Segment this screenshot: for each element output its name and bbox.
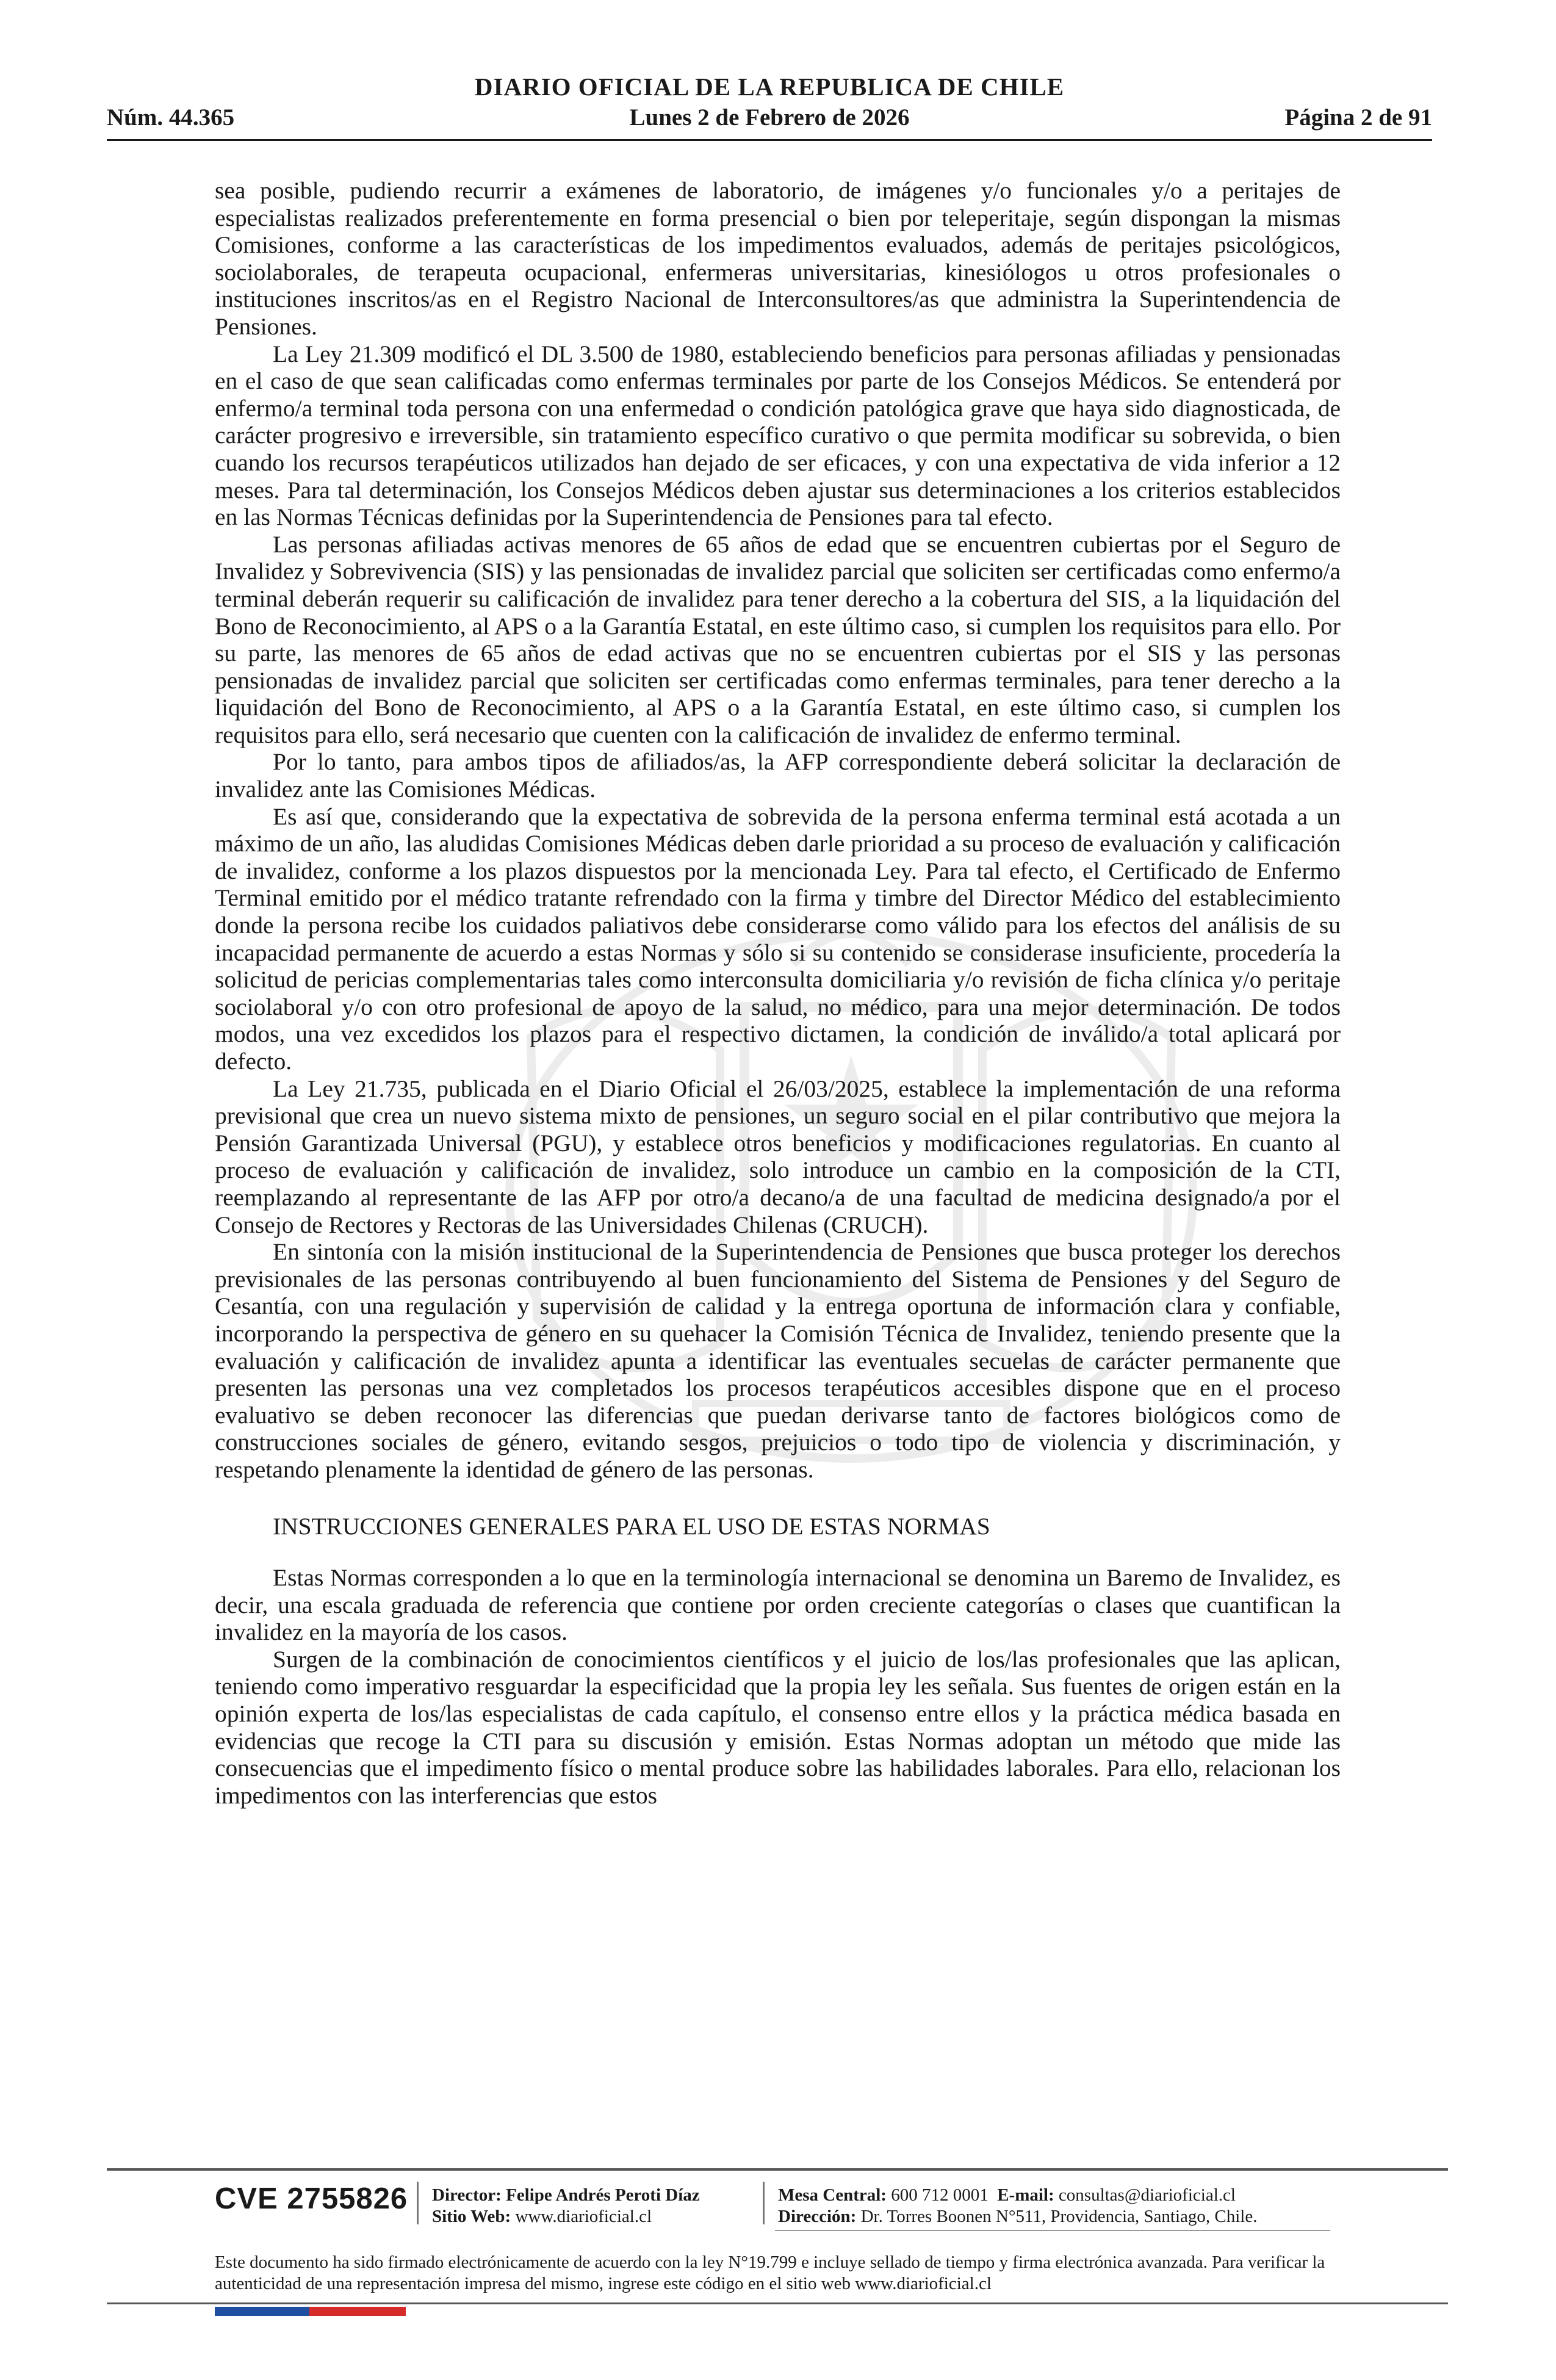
signature-notice: Este documento ha sido firmado electrónicamente de acuerdo con la ley N°19.799 e incluye sellado de tiempo y firma electrónica avanzada. Para verificar la autenticidad de una representación impresa del mismo, ingrese este código en el sitio web www.diarioficial.cl [215, 2252, 1325, 2293]
cve-code: CVE 2755826 [215, 2182, 408, 2215]
paragraph: En sintonía con la misión institucional de la Superintendencia de Pensiones que busca proteger los derechos previsionales de las personas contribuyendo al buen funcionamiento del Sistema de Pensiones y del Seguro de Cesantía, con una regulación y supervisión de calidad y la entrega oportuna de información clara y confiable, incorporando la perspectiva de género en su quehacer la Comisión Técnica de Invalidez, teniendo presente que la evaluación y calificación de invalidez apunta a identificar las eventuales secuelas de carácter permanente que presenten las personas una vez completados los procesos terapéuticos accesibles dispone que en el proceso evaluativo se deben reconocer las diferencias que puedan derivarse tanto de factores biológicos como de construcciones sociales de género, evitando sesgos, prejuicios o todo tipo de violencia y discriminación, y respetando plenamente la identidad de género de las personas. [215, 1238, 1341, 1483]
section-heading: INSTRUCCIONES GENERALES PARA EL USO DE ESTAS NORMAS [273, 1512, 990, 1540]
header-divider [107, 139, 1432, 141]
footer-separator [763, 2182, 765, 2224]
paragraph: La Ley 21.735, publicada en el Diario Oficial el 26/03/2025, establece la implementación de una reforma previsional que crea un nuevo sistema mixto de pensiones, un seguro social en el pilar contributivo que mejora la Pensión Garantizada Universal (PGU), y establece otros beneficios y modificaciones regulatorias. En cuanto al proceso de evaluación y calificación de invalidez, solo introduce un cambio en la composición de la CTI, reemplazando al representante de las AFP por otro/a decano/a de una facultad de medicina designado/a por el Consejo de Rectores y Rectoras de las Universidades Chilenas (CRUCH). [215, 1075, 1341, 1238]
footer-contact-left [432, 2185, 700, 2227]
page-header [107, 72, 1432, 142]
director-name: Felipe Andrés Peroti Díaz [506, 2185, 700, 2205]
article-body [215, 177, 1341, 1809]
footer-separator [417, 2182, 419, 2224]
newspaper-title: DIARIO OFICIAL DE LA REPUBLICA DE CHILE [474, 73, 1065, 101]
paragraph: sea posible, pudiendo recurrir a exámenes de laboratorio, de imágenes y/o funcionales y/o a peritajes de especialistas realizados preferentemente en forma presencial o bien por teleperitaje, según dispongan la mismas Comisiones, conforme a las características de los impedimentos evaluados, además de peritajes psicológicos, sociolaborales, de terapeuta ocupacional, enfermeras universitarias, kinesiólogos u otros profesionales o instituciones inscritos/as en el Registro Nacional de Interconsultores/as que administra la Superintendencia de Pensiones. [215, 177, 1341, 340]
web-link[interactable]: www.diarioficial.cl [515, 2207, 652, 2226]
footer-divider [107, 2168, 1448, 2171]
paragraph: Las personas afiliadas activas menores de 65 años de edad que se encuentren cubiertas por el Seguro de Invalidez y Sobrevivencia (SIS) y las pensionadas de invalidez parcial que soliciten ser certificadas como enfermo/a terminal deberán requerir su calificación de invalidez para tener derecho a la cobertura del SIS, a la liquidación del Bono de Reconocimiento, al APS o a la Garantía Estatal, en este último caso, si cumplen los requisitos para ello. Por su parte, las menores de 65 años de edad activas que no se encuentren cubiertas por el SIS y las personas pensionadas de invalidez parcial que soliciten ser certificadas como enfermas terminales, para tener derecho a la liquidación del Bono de Reconocimiento, al APS o a la Garantía Estatal, en este último caso, si cumplen los requisitos para ello, será necesario que cuenten con la calificación de invalidez de enfermo terminal. [215, 530, 1341, 748]
director-label: Director: [432, 2185, 502, 2205]
flag-stripe-blue [215, 2307, 309, 2316]
paragraph: La Ley 21.309 modificó el DL 3.500 de 1980, estableciendo beneficios para personas afiliadas y pensionadas en el caso de que sean calificadas como enfermas terminales por parte de los Consejos Médicos. Se entenderá por enfermo/a terminal toda persona con una enfermedad o condición patológica grave que haya sido diagnosticada, de carácter progresivo e irreversible, sin tratamiento específico curativo o que permita modificar su sobrevida, o bien cuando los recursos terapéuticos utilizados han dejado de ser eficaces, y con una expectativa de vida inferior a 12 meses. Para tal determinación, los Consejos Médicos deben ajustar sus determinaciones a los criterios establecidos en las Normas Técnicas definidas por la Superintendencia de Pensiones para tal efecto. [215, 340, 1341, 531]
footer-contact-right [778, 2185, 1257, 2227]
email-label: E-mail: [997, 2185, 1054, 2205]
paragraph: Por lo tanto, para ambos tipos de afiliados/as, la AFP correspondiente deberá solicitar la declaración de invalidez ante las Comisiones Médicas. [215, 748, 1341, 803]
flag-stripe-red [309, 2307, 406, 2316]
address-value: Dr. Torres Boonen N°511, Providencia, Santiago, Chile. [860, 2207, 1258, 2226]
bottom-divider [107, 2302, 1448, 2304]
paragraph: Surgen de la combinación de conocimientos científicos y el juicio de los/las profesionales que las aplican, teniendo como imperativo resguardar la especificidad que la propia ley les señala. Sus fuentes de origen están en la opinión experta de los/las especialistas de cada capítulo, el consenso entre ellos y la práctica médica basada en evidencias que recoge la CTI para su discusión y emisión. Estas Normas adoptan un método que mide las consecuencias que el impedimento físico o mental produce sobre las habilidades laborales. Para ello, relacionan los impedimentos con las interferencias que estos [215, 1645, 1341, 1809]
page-number: Página 2 de 91 [1284, 104, 1432, 131]
issue-date: Lunes 2 de Febrero de 2026 [629, 104, 910, 131]
email-link[interactable]: consultas@diarioficial.cl [1058, 2185, 1236, 2205]
paragraph: Es así que, considerando que la expectativa de sobrevida de la persona enferma terminal está acotada a un máximo de un año, las aludidas Comisiones Médicas deben darle prioridad a su proceso de evaluación y calificación de invalidez, conforme a los plazos dispuestos por la mencionada Ley. Para tal efecto, el Certificado de Enfermo Terminal emitido por el médico tratante refrendado con la firma y timbre del Director Médico del establecimiento donde la persona recibe los cuidados paliativos debe considerarse como válido para los efectos del análisis de su incapacidad permanente de acuerdo a estas Normas y sólo si su contenido se considerase insuficiente, procedería la solicitud de pericias complementarias tales como interconsulta domiciliaria y/o revisión de ficha clínica y/o peritaje sociolaboral y/o con otro profesional de apoyo de la salud, no médico, para una mejor determinación. De todos modos, una vez excedidos los plazos para el respectivo dictamen, la condición de inválido/a total aplicará por defecto. [215, 802, 1341, 1075]
phone-value: 600 712 0001 [891, 2185, 989, 2205]
footer-contact-underline [775, 2230, 1330, 2231]
issue-number: Núm. 44.365 [107, 104, 235, 131]
address-label: Dirección: [778, 2207, 857, 2226]
paragraph: Estas Normas corresponden a lo que en la terminología internacional se denomina un Baremo de Invalidez, es decir, una escala graduada de referencia que contiene por orden creciente categorías o clases que cuantifican la invalidez en la mayoría de los casos. [215, 1564, 1341, 1646]
web-label: Sitio Web: [432, 2207, 511, 2226]
phone-label: Mesa Central: [778, 2185, 887, 2205]
